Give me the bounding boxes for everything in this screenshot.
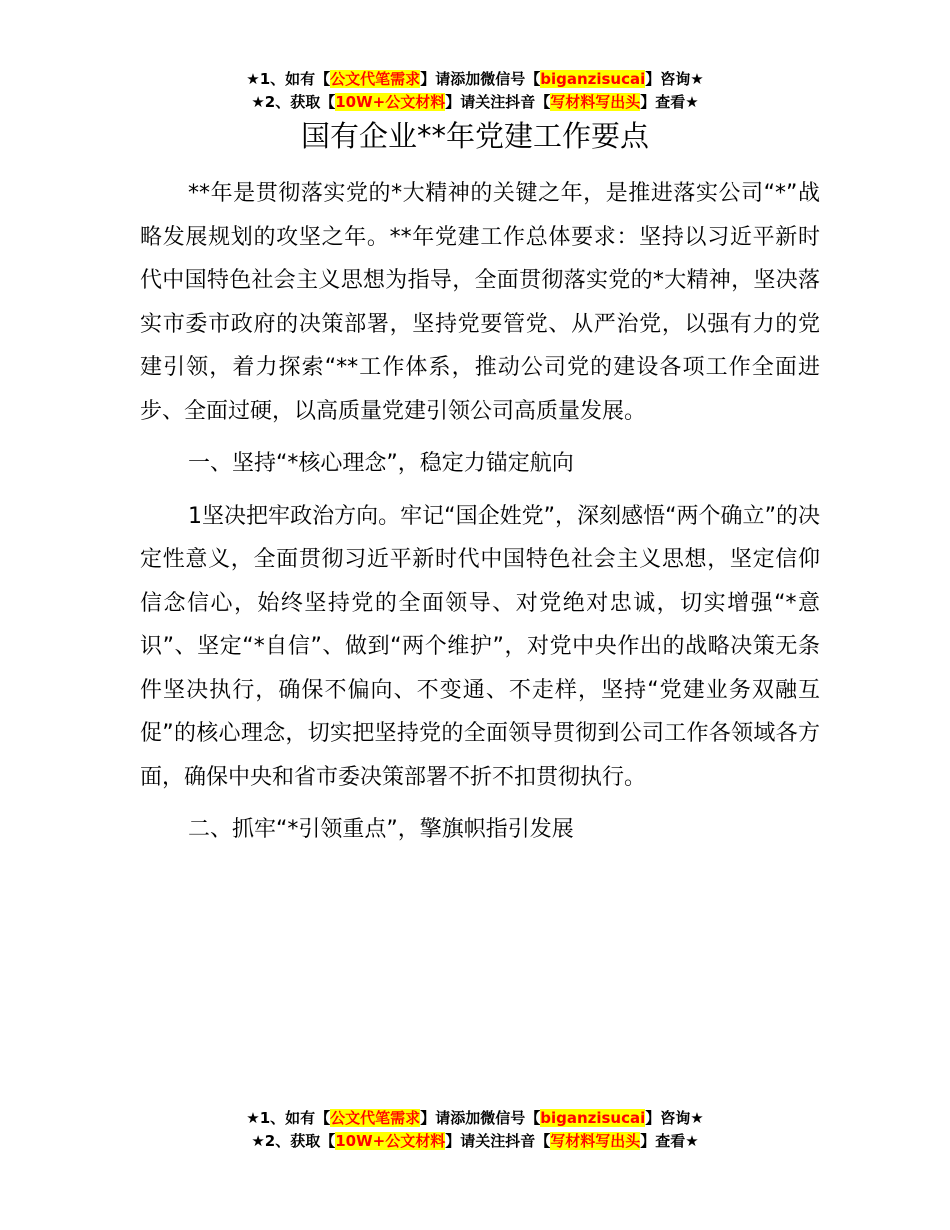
highlight-service: 公文代笔需求 (330, 70, 421, 88)
banner-text: ★1、如有【 (246, 1109, 331, 1127)
highlight-wechat-id: biganzisucai (540, 70, 646, 88)
document-title: 国有企业**年党建工作要点 (300, 119, 649, 153)
intro-paragraph: **年是贯彻落实党的*大精神的关键之年，是推进落实公司“*”战略发展规划的攻坚之年。**年党建工作总体要求：坚持以习近平新时代中国特色社会主义思想为指导，全面贯彻落实党的*大精神，坚决落实市委市政府的决策部署，坚持党要管党、从严治党，以强有力的党建引领，着力探索“**工作体系，推动公司党的建设各项工作全面进步、全面过硬，以高质量党建引领公司高质量发展。 (140, 181, 820, 424)
banner-text: 】请关注抖音【 (445, 1132, 551, 1150)
document-body (140, 172, 820, 852)
section-1-item-1: 1坚决把牢政治方向。牢记“国企姓党”，深刻感悟“两个确立”的决定性意义，全面贯彻习近平新时代中国特色社会主义思想，坚定信仰信念信心，始终坚持党的全面领导、对党绝对忠诚，切实增强“*意识”、坚定“*自信”、做到“两个维护”，对党中央作出的战略决策无条件坚决执行，确保不偏向、不变通、不走样，坚持“党建业务双融互促”的核心理念，切实把坚持党的全面领导贯彻到公司工作各领域各方面，确保中央和省市委决策部署不折不扣贯彻执行。 (140, 503, 820, 790)
section-heading-1: 一、坚持“*核心理念”，稳定力锚定航向 (188, 451, 574, 476)
footer-banner (0, 1107, 950, 1153)
banner-text: 】请添加微信号【 (420, 1109, 541, 1127)
banner-text: ★1、如有【 (246, 70, 331, 88)
banner-line-1 (0, 68, 950, 91)
banner-line-2 (0, 91, 950, 114)
section-heading-2: 二、抓牢“*引领重点”，擎旗帜指引发展 (188, 817, 574, 842)
banner-text: 】咨询★ (645, 70, 704, 88)
highlight-douyin-account: 写材料写出头 (550, 1132, 641, 1150)
highlight-materials: 10W+公文材料 (335, 1132, 446, 1150)
banner-line-1 (0, 1107, 950, 1130)
banner-text: 】咨询★ (645, 1109, 704, 1127)
highlight-douyin-account: 写材料写出头 (550, 93, 641, 111)
banner-line-2 (0, 1130, 950, 1153)
banner-text: 】请添加微信号【 (420, 70, 541, 88)
banner-text: 】查看★ (640, 1132, 699, 1150)
banner-text: 】查看★ (640, 93, 699, 111)
highlight-service: 公文代笔需求 (330, 1109, 421, 1127)
banner-text: 】请关注抖音【 (445, 93, 551, 111)
highlight-materials: 10W+公文材料 (335, 93, 446, 111)
highlight-wechat-id: biganzisucai (540, 1109, 646, 1127)
banner-text: ★2、获取【 (251, 93, 336, 111)
banner-text: ★2、获取【 (251, 1132, 336, 1150)
header-banner (0, 68, 950, 114)
